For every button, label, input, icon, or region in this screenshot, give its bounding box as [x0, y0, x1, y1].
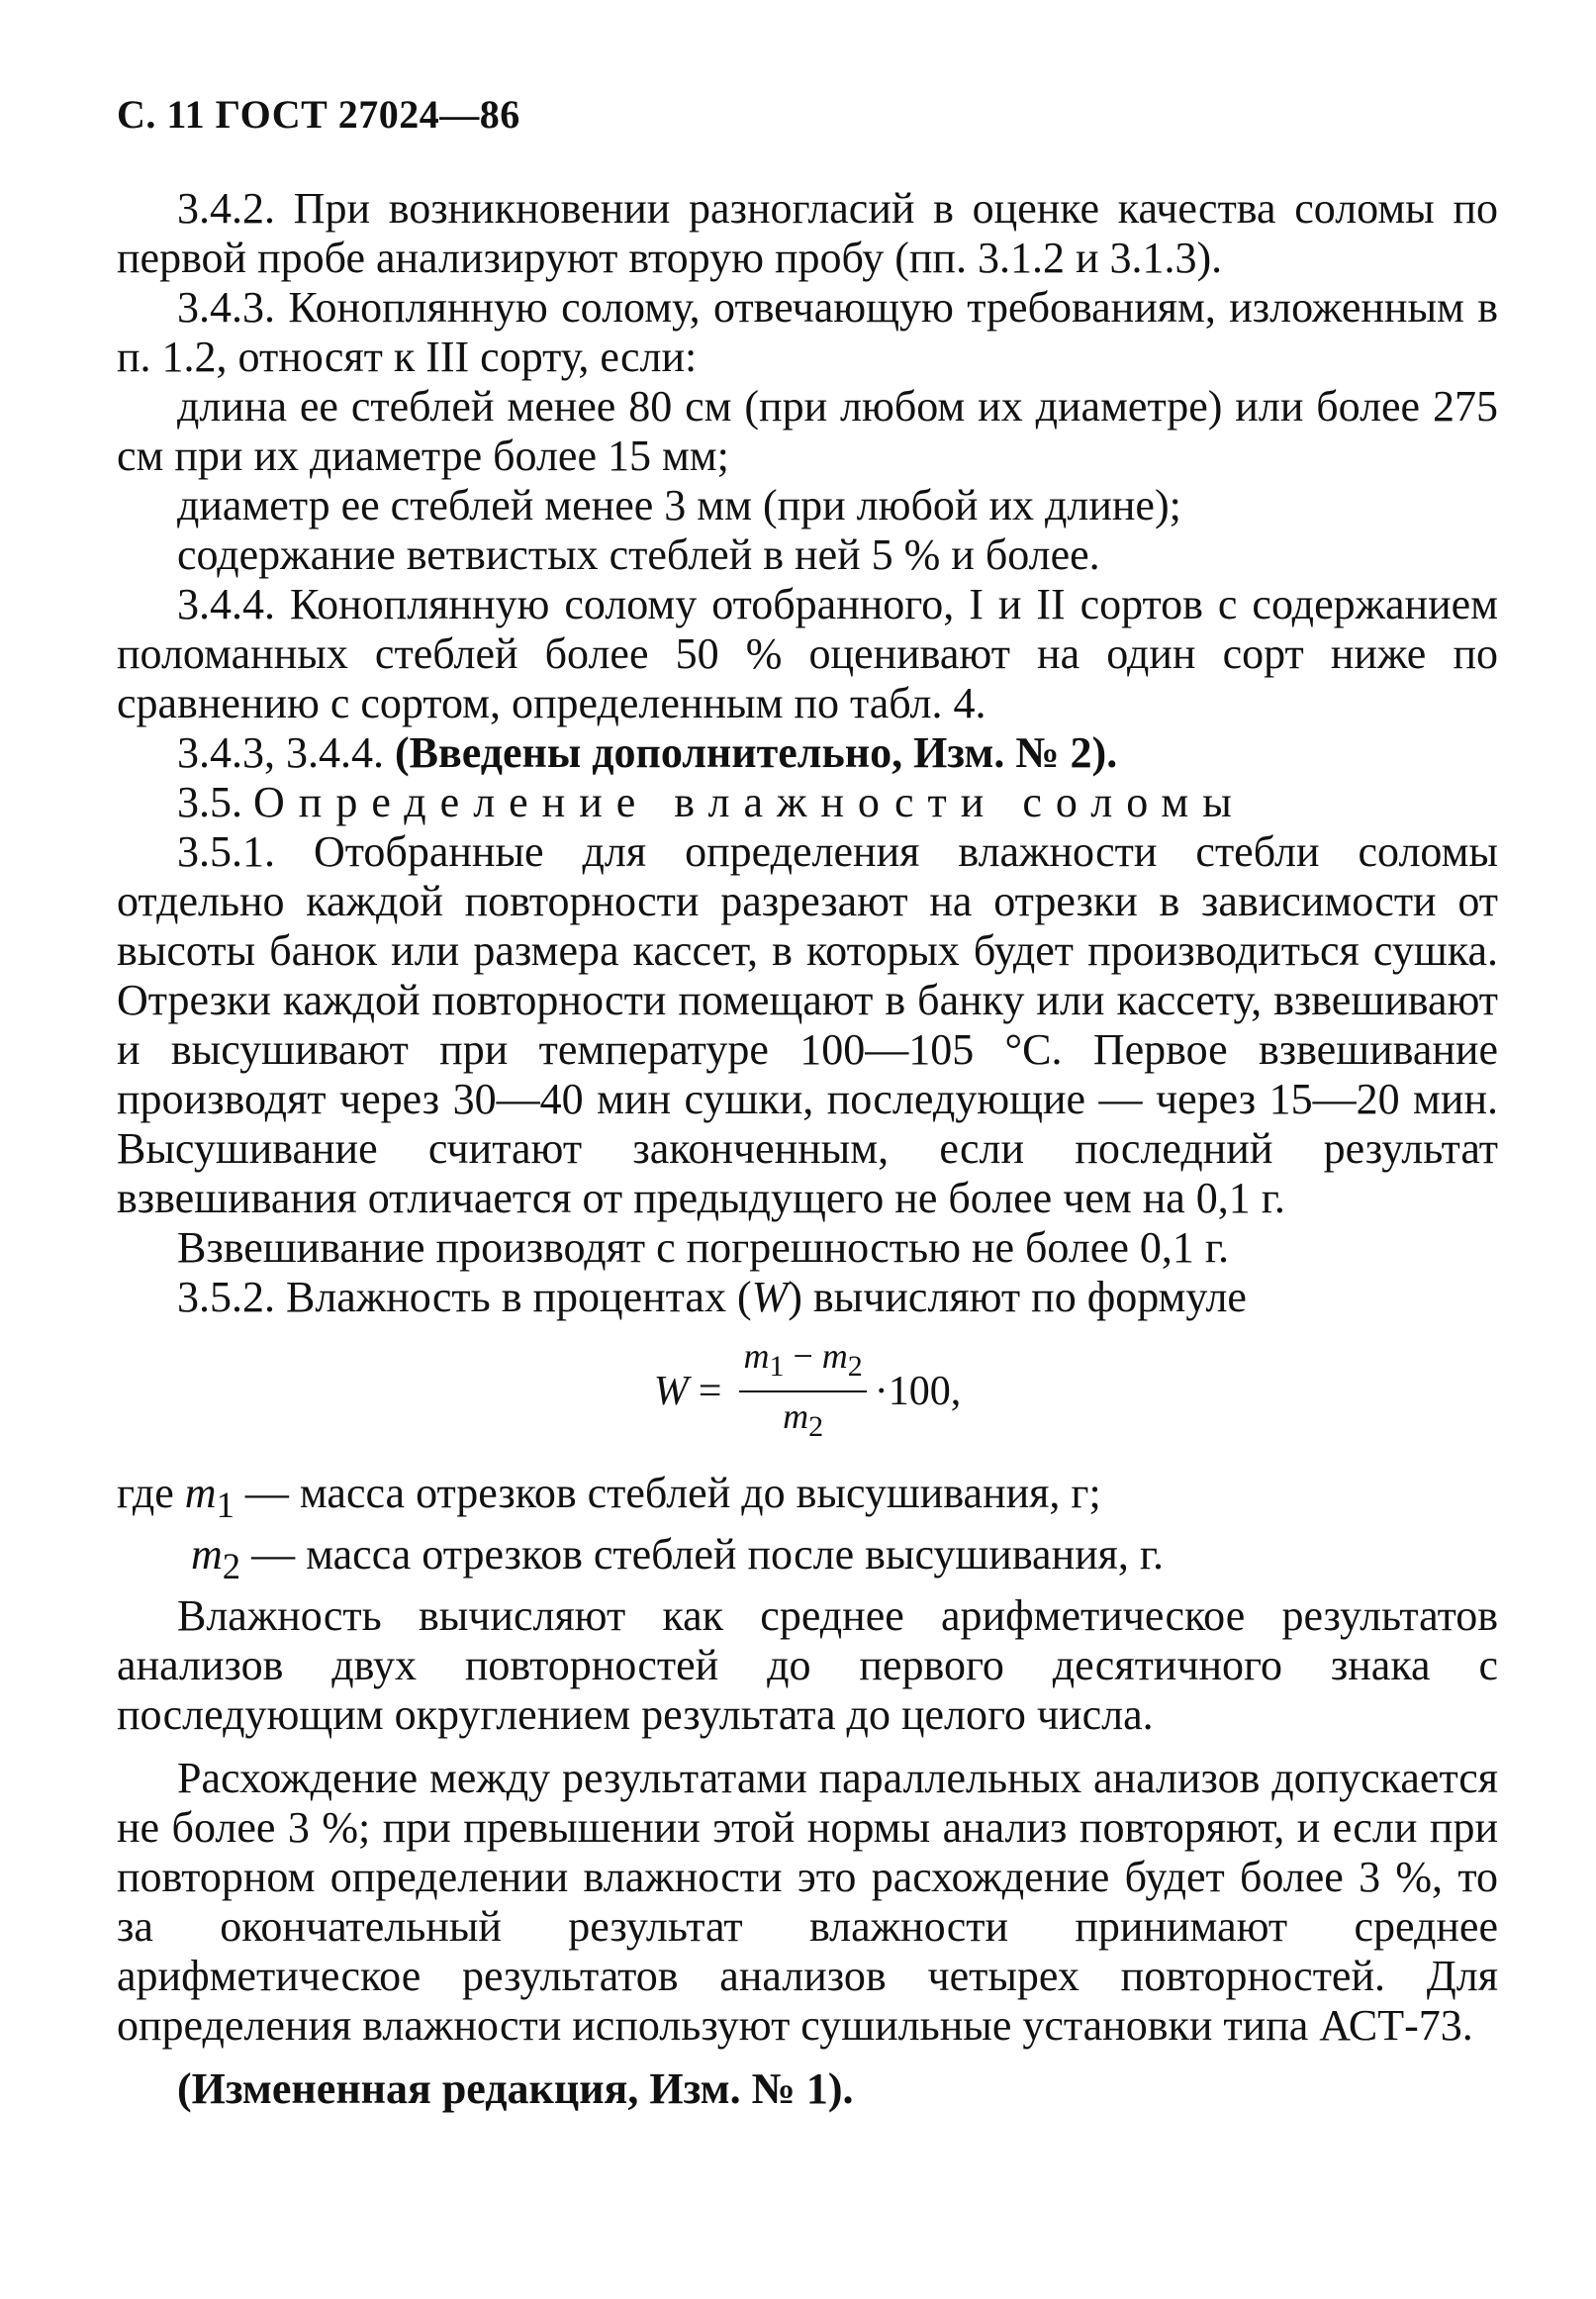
- variable-w: W: [751, 1273, 789, 1321]
- paragraph-weighing: Взвешивание производят с погрешностью не более 0,1 г.: [177, 1223, 1229, 1272]
- paragraph-calculation: Влажность вычисляют как среднее арифметическое результатов анализов двух повторностей до первого десятичного знака с последующим округлением результата до целого числа.: [117, 1590, 1498, 1739]
- where-label: где: [117, 1469, 174, 1517]
- paragraph-3-4-3-diameter: диаметр ее стеблей менее 3 мм (при любой их длине);: [177, 481, 1181, 529]
- paragraph-3-4-3-length: длина ее стеблей менее 80 см (при любом их диаметре) или более 275 см при их диаметре более 15 мм;: [117, 382, 1498, 480]
- formula-fraction: [739, 1334, 866, 1449]
- document-body: [117, 184, 1498, 2114]
- paragraph-3-5-2: 3.5.2. Влажность в процентах (W) вычисляют по формуле: [177, 1273, 1247, 1321]
- paragraph-3-4-2: 3.4.2. При возникновении разногласий в оценке качества соломы по первой пробе анализируют вторую пробу (пп. 3.1.2 и 3.1.3).: [117, 184, 1498, 282]
- where-m1: где $m_1$ — масса отрезков стеблей до высушивания, г;: [117, 1469, 1101, 1525]
- paragraph-discrepancy: Расхождение между результатами параллельных анализов допускается не более 3 %; при превышении этой нормы анализ повторяют, и если при повторном определении влажности это расхождение будет более 3 %, то за окончательный результат влажности принимают среднее арифметическое результатов анализов четырех повторностей. Для определения влажности используют сушильные установки типа АСТ-73.: [117, 1753, 1498, 2050]
- formula-equals: =: [698, 1369, 722, 1414]
- amendment-note-1: (Измененная редакция, Изм. № 1).: [177, 2063, 854, 2113]
- section-title: Определение влажности соломы: [253, 778, 1246, 826]
- formula-lhs: W: [653, 1369, 689, 1414]
- paragraph-3-5-1: 3.5.1. Отобранные для определения влажности стебли соломы отдельно каждой повторности разрезают на отрезки в зависимости от высоты банок или размера кассет, в которых будет производиться сушка. Отрезки каждой повторности помещают в банку или кассету, взвешивают и высушивают при температуре 100—105 °С. Первое взвешивание производят через 30—40 мин сушки, последующие — через 15—20 мин. Высушивание считают законченным, если последний результат взвешивания отличается от предыдущего не более чем на 0,1 г.: [117, 827, 1498, 1222]
- section-3-5-heading: [117, 778, 1498, 827]
- formula-denominator: $m_2$: [783, 1396, 824, 1444]
- amendment-ref: 3.4.3, 3.4.4.: [177, 728, 384, 777]
- amendment-note-2: [117, 728, 1498, 778]
- paragraph-3-4-4: 3.4.4. Коноплянную солому отобранного, I и II сортов с содержанием поломанных стеблей более 50 % оценивают на один сорт ниже по сравнению с сортом, определенным по табл. 4.: [117, 580, 1498, 727]
- formula-numerator: $m_1 - m_2$: [739, 1334, 866, 1392]
- where-m2: $m_2$ — масса отрезков стеблей после высушивания, г.: [191, 1529, 1164, 1586]
- page-header: С. 11 ГОСТ 27024—86: [117, 92, 520, 137]
- moisture-formula: [117, 1334, 1498, 1449]
- paragraph-3-4-3-branching: содержание ветвистых стеблей в ней 5 % и более.: [177, 530, 1100, 579]
- formula-multiplier: ·100,: [874, 1369, 962, 1414]
- paragraph-3-4-3: 3.4.3. Коноплянную солому, отвечающую требованиям, изложенным в п. 1.2, относят к III сорту, если:: [117, 283, 1498, 381]
- section-number: 3.5.: [177, 778, 242, 826]
- amendment-text: (Введены дополнительно, Изм. № 2).: [395, 728, 1118, 777]
